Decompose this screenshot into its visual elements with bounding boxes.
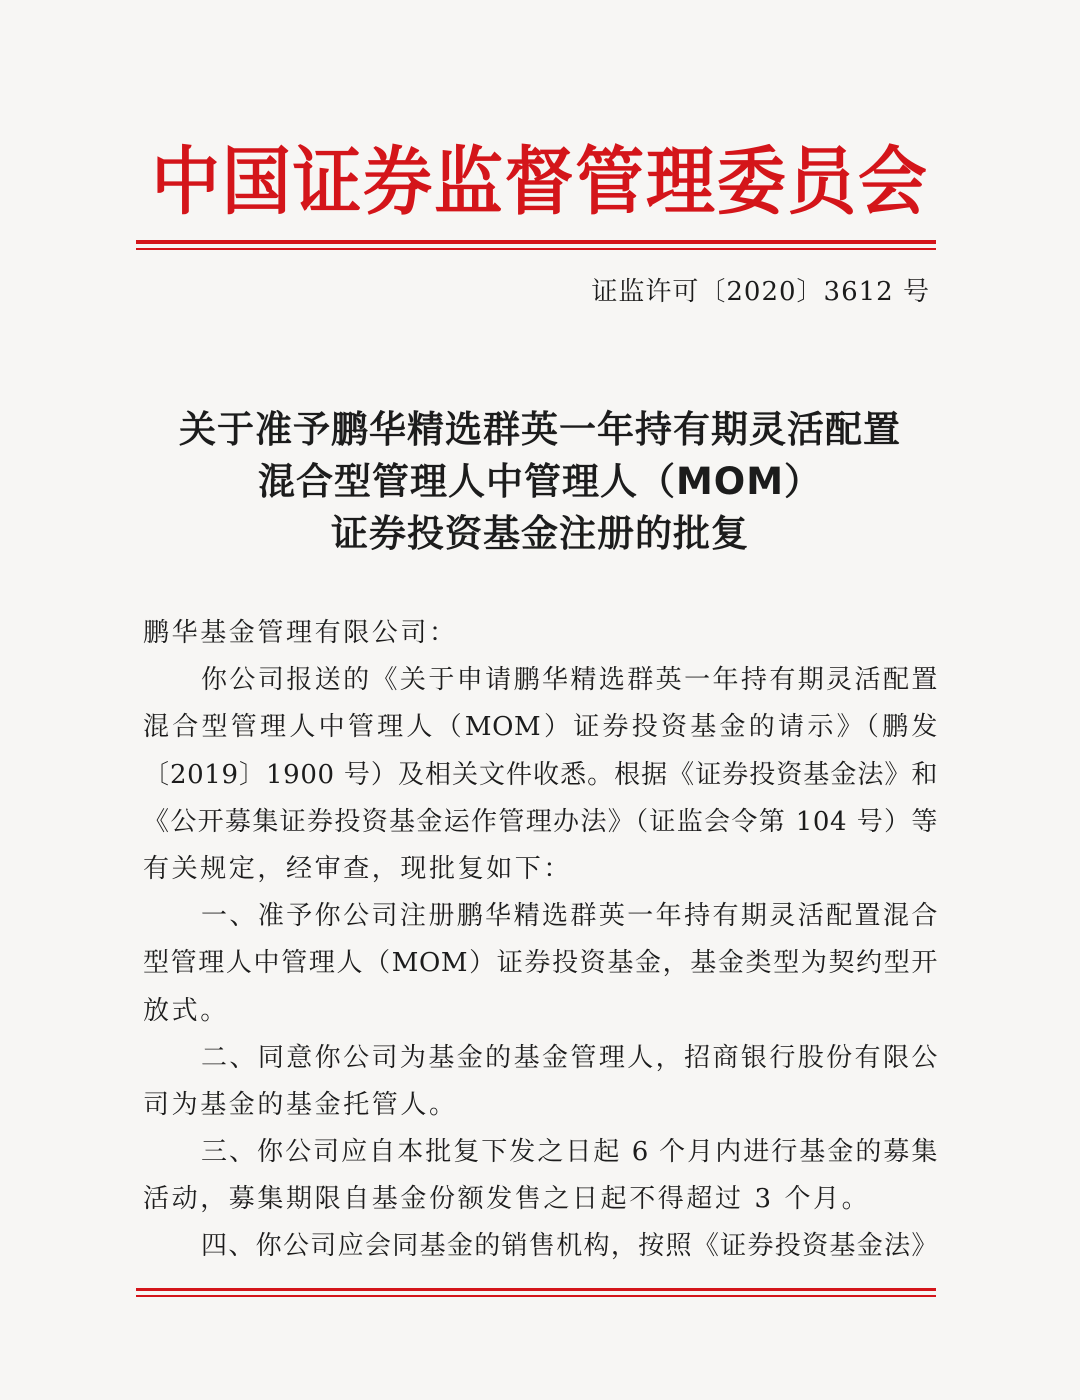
body-line: 《公开募集证券投资基金运作管理办法》（证监会令第 104 号）等: [143, 806, 938, 837]
body-line: 混合型管理人中管理人（MOM）证券投资基金的请示》（鹏发: [143, 712, 938, 743]
clause-line: 型管理人中管理人（MOM）证券投资基金，基金类型为契约型开: [143, 948, 938, 979]
letterhead-org-name: 中国证券监督管理委员会: [151, 139, 929, 225]
letterhead-rule-thick: [136, 240, 936, 244]
clause-line: 三、你公司应自本批复下发之日起 6 个月内进行基金的募集: [201, 1137, 938, 1168]
addressee-line: 鹏华基金管理有限公司：: [143, 618, 458, 648]
body-line: 〔2019〕1900 号）及相关文件收悉。根据《证券投资基金法》和: [143, 759, 938, 790]
body-line: 有关规定，经审查，现批复如下：: [143, 853, 573, 884]
footer-rule-thick: [136, 1288, 936, 1291]
clause-line: 司为基金的基金托管人。: [143, 1089, 458, 1120]
clause-line: 四、你公司应会同基金的销售机构，按照《证券投资基金法》: [201, 1231, 938, 1262]
body-line: 你公司报送的《关于申请鹏华精选群英一年持有期灵活配置: [201, 665, 938, 696]
document-number: 证监许可〔2020〕3612 号: [591, 277, 930, 307]
title-line: 关于准予鹏华精选群英一年持有期灵活配置: [179, 408, 901, 451]
title-line: 混合型管理人中管理人（MOM）: [257, 460, 823, 503]
letterhead-rule-thin: [136, 248, 936, 250]
document-title: [100, 404, 980, 560]
document-body: [143, 610, 938, 1271]
footer-rule-thin: [136, 1295, 936, 1297]
clause-line: 二、同意你公司为基金的基金管理人，招商银行股份有限公: [201, 1042, 938, 1073]
clause-line: 一、准予你公司注册鹏华精选群英一年持有期灵活配置混合: [201, 901, 938, 932]
title-line: 证券投资基金注册的批复: [331, 512, 749, 555]
clause-line: 活动，募集期限自基金份额发售之日起不得超过 3 个月。: [143, 1184, 871, 1215]
clause-line: 放式。: [143, 995, 229, 1026]
